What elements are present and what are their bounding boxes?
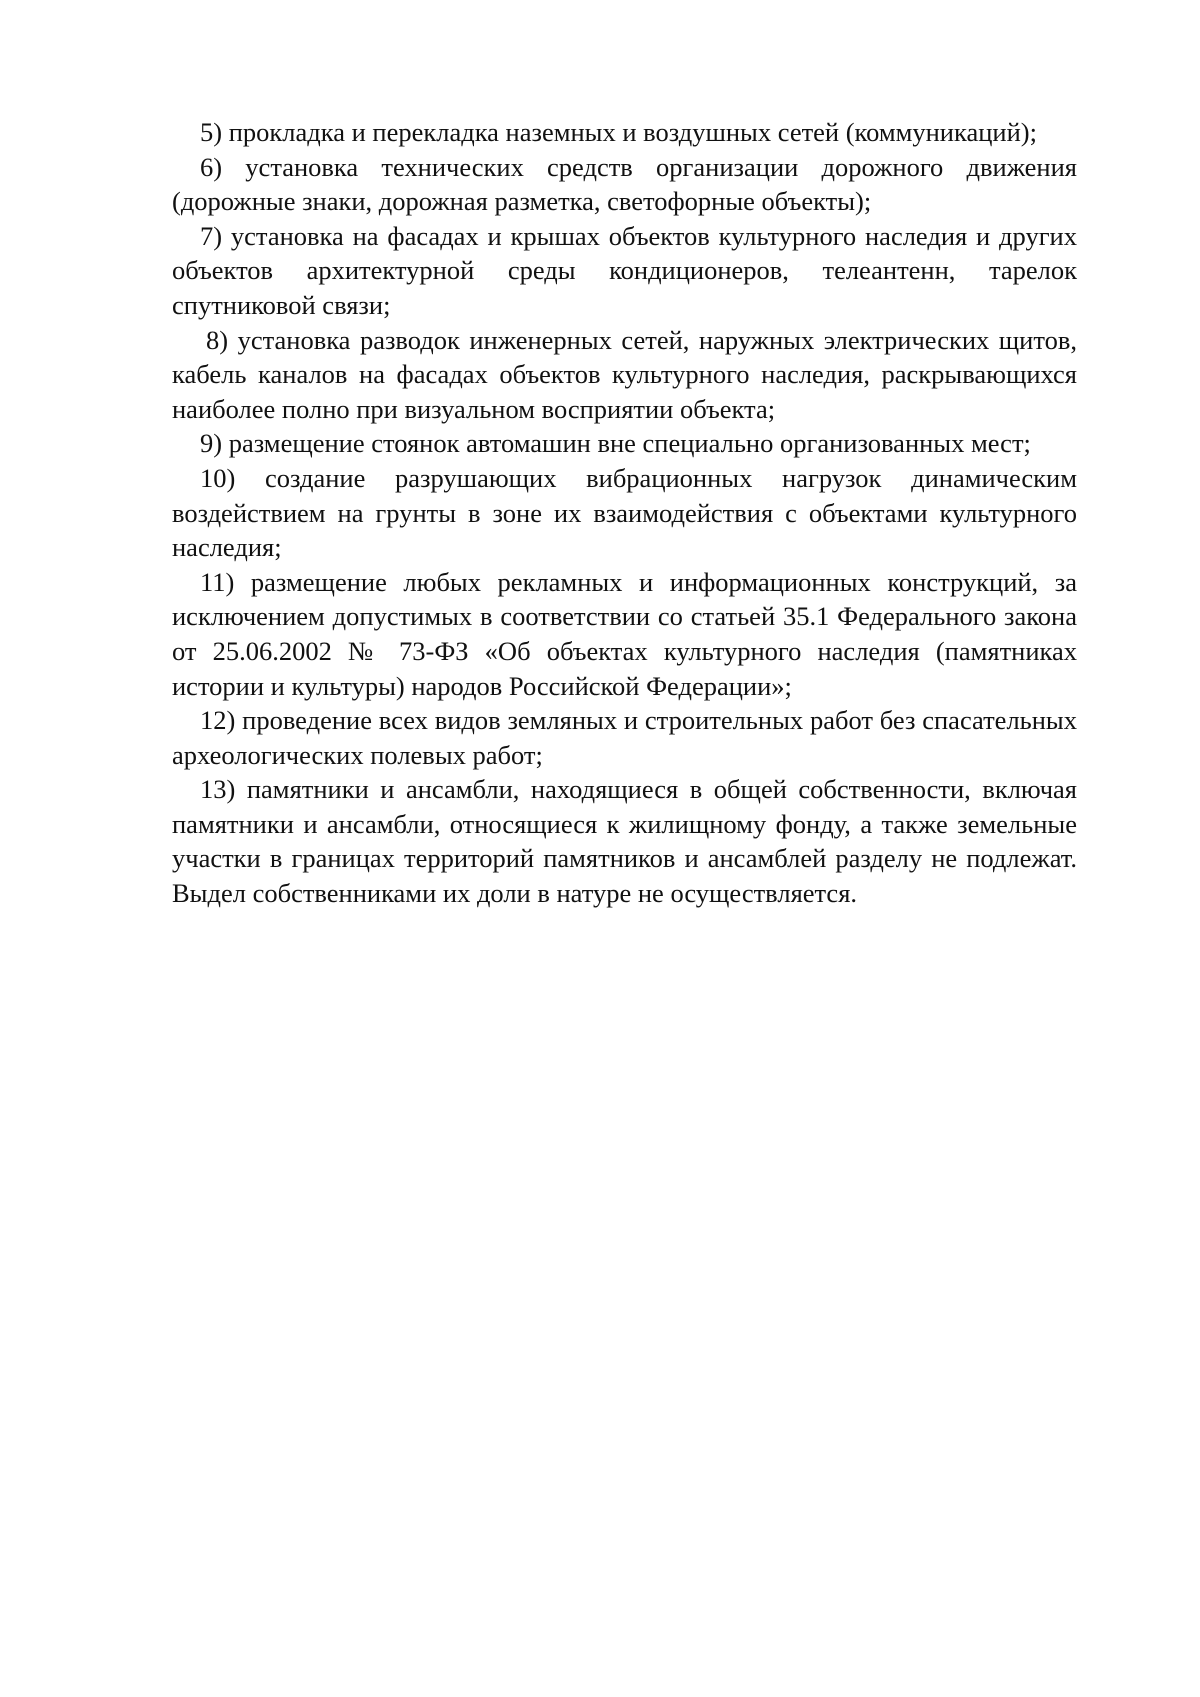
list-item-7: 7) установка на фасадах и крышах объектов культурного наследия и других объектов архитектурной среды кондиционеров, телеантенн, тарелок спутниковой связи; [172, 220, 1077, 320]
list-item-9: 9) размещение стоянок автомашин вне специально организованных мест; [200, 428, 1031, 459]
list-item-10: 10) создание разрушающих вибрационных нагрузок динамическим воздействием на грунты в зоне их взаимодействия с объектами культурного наследия; [172, 462, 1077, 563]
list-item-13: 13) памятники и ансамбли, находящиеся в общей собственности, включая памятники и ансамбли, относящиеся к жилищному фонду, а также земельные участки в границах территорий памятников и ансамблей разделу не подлежат. Выдел собственниками их доли в натуре не осуществляется. [172, 774, 1077, 909]
list-item-11: 11) размещение любых рекламных и информационных конструкций, за исключением допустимых в соответствии со статьей 35.1 Федерального закона от 25.06.2002 № 73-ФЗ «Об объектах культурного наследия (памятниках истории и культуры) народов Российской Федерации»; [172, 566, 1077, 701]
list-item-12: 12) проведение всех видов земляных и строительных работ без спасательных археологических полевых работ; [172, 705, 1077, 770]
list-item-5: 5) прокладка и перекладка наземных и воздушных сетей (коммуникаций); [200, 117, 1037, 147]
list-item-8: 8) установка разводок инженерных сетей, наружных электрических щитов, кабель каналов на фасадах объектов культурного наследия, раскрывающихся наиболее полно при визуальном восприятии объекта; [172, 324, 1077, 424]
document-body [172, 115, 1077, 911]
list-item-6: 6) установка технических средств организации дорожного движения (дорожные знаки, дорожная разметка, светофорные объекты); [172, 151, 1077, 217]
